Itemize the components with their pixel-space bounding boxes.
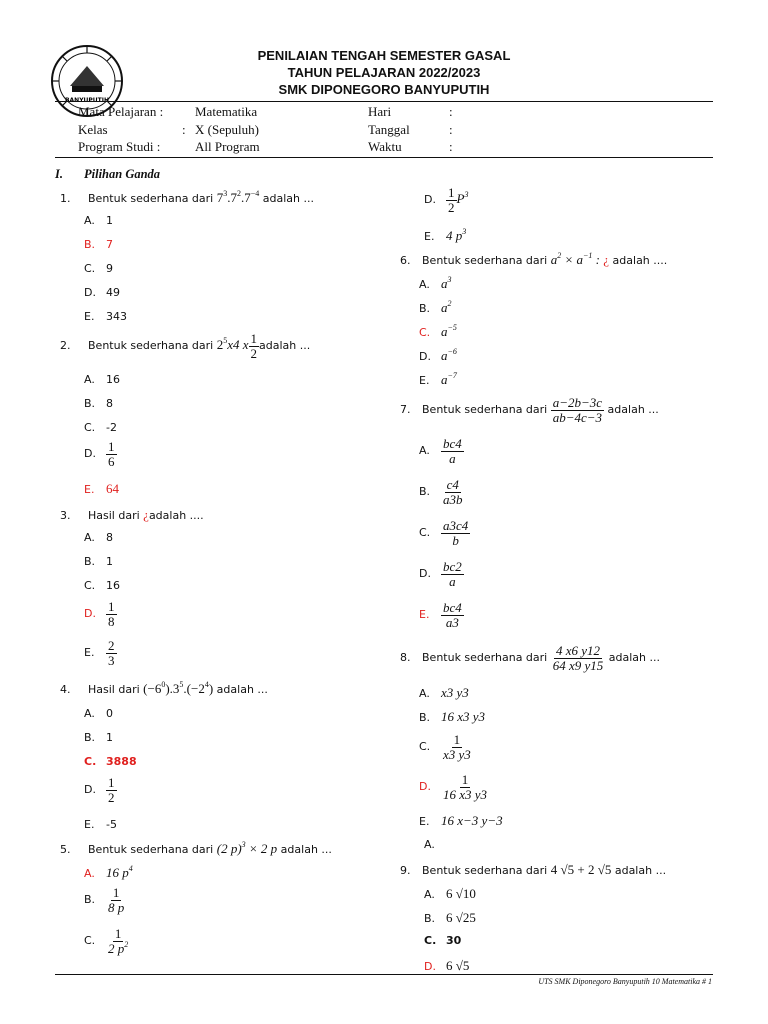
question-number: 6. — [400, 254, 411, 267]
question-text-end: adalah ... — [604, 403, 659, 417]
q8-option-c[interactable]: C. $\frac{1}{x3 y3}$ — [419, 732, 471, 762]
q7-option-b[interactable]: B. $\frac{c4}{a3b}$ — [419, 477, 463, 507]
question-text-end: adalah ... — [277, 843, 332, 856]
info-divider — [55, 157, 713, 158]
kelas-colon: : — [182, 122, 186, 137]
prog-value: All Program — [195, 139, 260, 154]
mapel-label: Mata Pelajaran : — [78, 104, 164, 119]
tanggal-label: Tanggal — [368, 122, 410, 137]
q2-option-c[interactable]: C. -2 — [84, 421, 117, 434]
q2-option-d[interactable]: D. $\frac{1}{6}$ — [84, 439, 115, 469]
question-text: Bentuk sederhana dari — [88, 339, 217, 353]
q3-option-c[interactable]: C. 16 — [84, 579, 120, 592]
question-text: Bentuk sederhana dari — [422, 651, 551, 665]
q8-option-d[interactable]: D. $\frac{1}{16 x3 y3}$ — [419, 772, 488, 802]
q6-option-a[interactable]: A. $a^3$ — [419, 275, 452, 291]
question-text-end: adalah ... — [605, 651, 660, 665]
math-fraction: $\frac{4 x6 y12}{64 x9 y15}$ — [552, 643, 604, 673]
kelas-label: Kelas — [78, 122, 108, 137]
footer-text: UTS SMK Diponegoro Banyuputih 10 Matematika # 1 — [538, 977, 712, 986]
q1-option-d[interactable]: D. 49 — [84, 286, 120, 299]
tanggal-colon: : — [449, 122, 453, 137]
prog-label: Program Studi : — [78, 139, 161, 154]
question-number: 3. — [60, 509, 71, 522]
q7-option-e[interactable]: E. $\frac{bc4}{a3}$ — [419, 600, 462, 630]
q5-option-a[interactable]: A. 16 $p^4$ — [84, 864, 133, 880]
question-number: 8. — [400, 651, 411, 665]
hari-colon: : — [449, 104, 453, 119]
question-text-end: adalah .... — [148, 509, 204, 522]
q7-option-c[interactable]: C. $\frac{a3c4}{b}$ — [419, 518, 469, 548]
question-8 — [400, 644, 660, 672]
q9-option-a[interactable]: A. 6 √10 — [424, 886, 476, 901]
q6-option-b[interactable]: B. $a^2$ — [419, 299, 452, 315]
question-number: 5. — [60, 843, 71, 856]
question-text: Bentuk sederhana dari — [88, 843, 217, 856]
question-2 — [60, 332, 310, 360]
q7-option-a[interactable]: A. $\frac{bc4}{a}$ — [419, 436, 462, 466]
waktu-label: Waktu — [368, 139, 402, 154]
q4-option-a[interactable]: A. 0 — [84, 707, 113, 720]
q8-option-b[interactable]: B. 16 x3 y3 — [419, 709, 486, 724]
q5-option-d[interactable]: D. $\frac{1}{2}$ $P^3$ — [424, 185, 469, 215]
waktu-colon: : — [449, 139, 453, 154]
q1-option-b[interactable]: B. 7 — [84, 238, 113, 251]
header-line-1: PENILAIAN TENGAH SEMESTER GASAL — [257, 48, 511, 63]
q1-option-e[interactable]: E. 343 — [84, 310, 127, 323]
section-number: I. — [55, 167, 63, 181]
hari-label: Hari — [368, 104, 392, 119]
q5-option-b[interactable]: B. $\frac{1}{8 p}$ — [84, 885, 125, 915]
question-text: Bentuk sederhana dari — [422, 403, 551, 417]
q4-option-d[interactable]: D. $\frac{1}{2}$ — [84, 775, 115, 805]
q4-option-e[interactable]: E. -5 — [84, 818, 117, 831]
math-expression: $a^2 \times a^{-1}$ : — [550, 251, 604, 267]
question-text: Hasil dari — [88, 509, 144, 522]
question-text: Bentuk sederhana dari — [88, 192, 217, 205]
q8-option-e[interactable]: E. 16 x−3 y−3 — [419, 813, 503, 828]
q3-option-a[interactable]: A. 8 — [84, 531, 113, 544]
question-number: 9. — [400, 864, 411, 877]
q9-option-c[interactable]: C. 30 — [424, 934, 462, 947]
q2-option-e[interactable]: E. 64 — [84, 481, 119, 496]
broken-glyph: ¿ — [603, 252, 610, 267]
q1-option-a[interactable]: A. 1 — [84, 214, 113, 227]
question-4 — [60, 681, 268, 697]
q2-option-b[interactable]: B. 8 — [84, 397, 113, 410]
q6-option-c[interactable]: C. $a^{-5}$ — [419, 323, 457, 339]
header-line-3: SMK DIPONEGORO BANYUPUTIH — [278, 82, 490, 97]
question-6 — [400, 252, 667, 268]
q3-option-e[interactable]: E. $\frac{2}{3}$ — [84, 638, 115, 668]
question-5 — [60, 841, 332, 857]
broken-glyph: ¿ — [143, 507, 149, 522]
question-1 — [60, 190, 314, 206]
question-number: 2. — [60, 339, 71, 353]
q2-option-a[interactable]: A. 16 — [84, 373, 120, 386]
question-text: Hasil dari — [88, 683, 144, 696]
footer-divider — [55, 974, 713, 975]
math-expression: (2 p)$^3$ × 2 p — [216, 840, 278, 856]
kelas-value: X (Sepuluh) — [195, 122, 259, 137]
q9-option-b[interactable]: B. 6 √25 — [424, 910, 476, 925]
q3-option-b[interactable]: B. 1 — [84, 555, 113, 568]
q5-option-e[interactable]: E. 4 $p^3$ — [424, 227, 467, 243]
question-7 — [400, 396, 659, 424]
math-expression: $7^3.7^2.7^{-4}$ — [216, 189, 260, 205]
q3-option-d[interactable]: D. $\frac{1}{8}$ — [84, 599, 115, 629]
question-text: Bentuk sederhana dari — [422, 864, 551, 877]
question-3 — [60, 507, 204, 523]
math-expression: 4 √5 + 2 √5 — [550, 862, 612, 877]
question-number: 1. — [60, 192, 71, 205]
header-divider — [55, 101, 713, 102]
q9-option-d[interactable]: D. 6 √5 — [424, 958, 470, 973]
q1-option-c[interactable]: C. 9 — [84, 262, 113, 275]
section-title: Pilihan Ganda — [84, 167, 161, 181]
q6-option-d[interactable]: D. $a^{-6}$ — [419, 347, 457, 363]
question-9 — [400, 862, 666, 878]
math-expression: $(-6^0).3^5.(-2^4)$ — [143, 680, 214, 696]
question-text-end: adalah .... — [609, 254, 668, 267]
math-expression: $2^5x4$ x $\frac{1}{2}$ — [216, 331, 258, 361]
question-text-end: adalah ... — [259, 339, 311, 353]
q8-option-a[interactable]: A. x3 y3 — [419, 685, 469, 700]
q4-option-c[interactable]: C. 3888 — [84, 755, 137, 768]
mapel-value: Matematika — [195, 104, 258, 119]
question-text-end: adalah ... — [611, 864, 667, 877]
question-text-end: adalah ... — [213, 683, 268, 696]
question-number: 7. — [400, 403, 411, 417]
header-line-2: TAHUN PELAJARAN 2022/2023 — [287, 65, 481, 80]
question-text-end: adalah ... — [259, 192, 314, 205]
q4-option-b[interactable]: B. 1 — [84, 731, 113, 744]
q5-option-c[interactable]: C. $\frac{1}{2 p^2}$ — [84, 926, 129, 956]
q7-option-d[interactable]: D. $\frac{bc2}{a}$ — [419, 559, 462, 589]
question-number: 4. — [60, 683, 71, 696]
question-text: Bentuk sederhana dari — [422, 254, 551, 267]
q6-option-e[interactable]: E. $a^{-7}$ — [419, 371, 457, 387]
math-fraction: $\frac{a-2b-3c}{ab-4c-3}$ — [552, 395, 603, 425]
q8-extra-label: A. — [424, 838, 435, 851]
